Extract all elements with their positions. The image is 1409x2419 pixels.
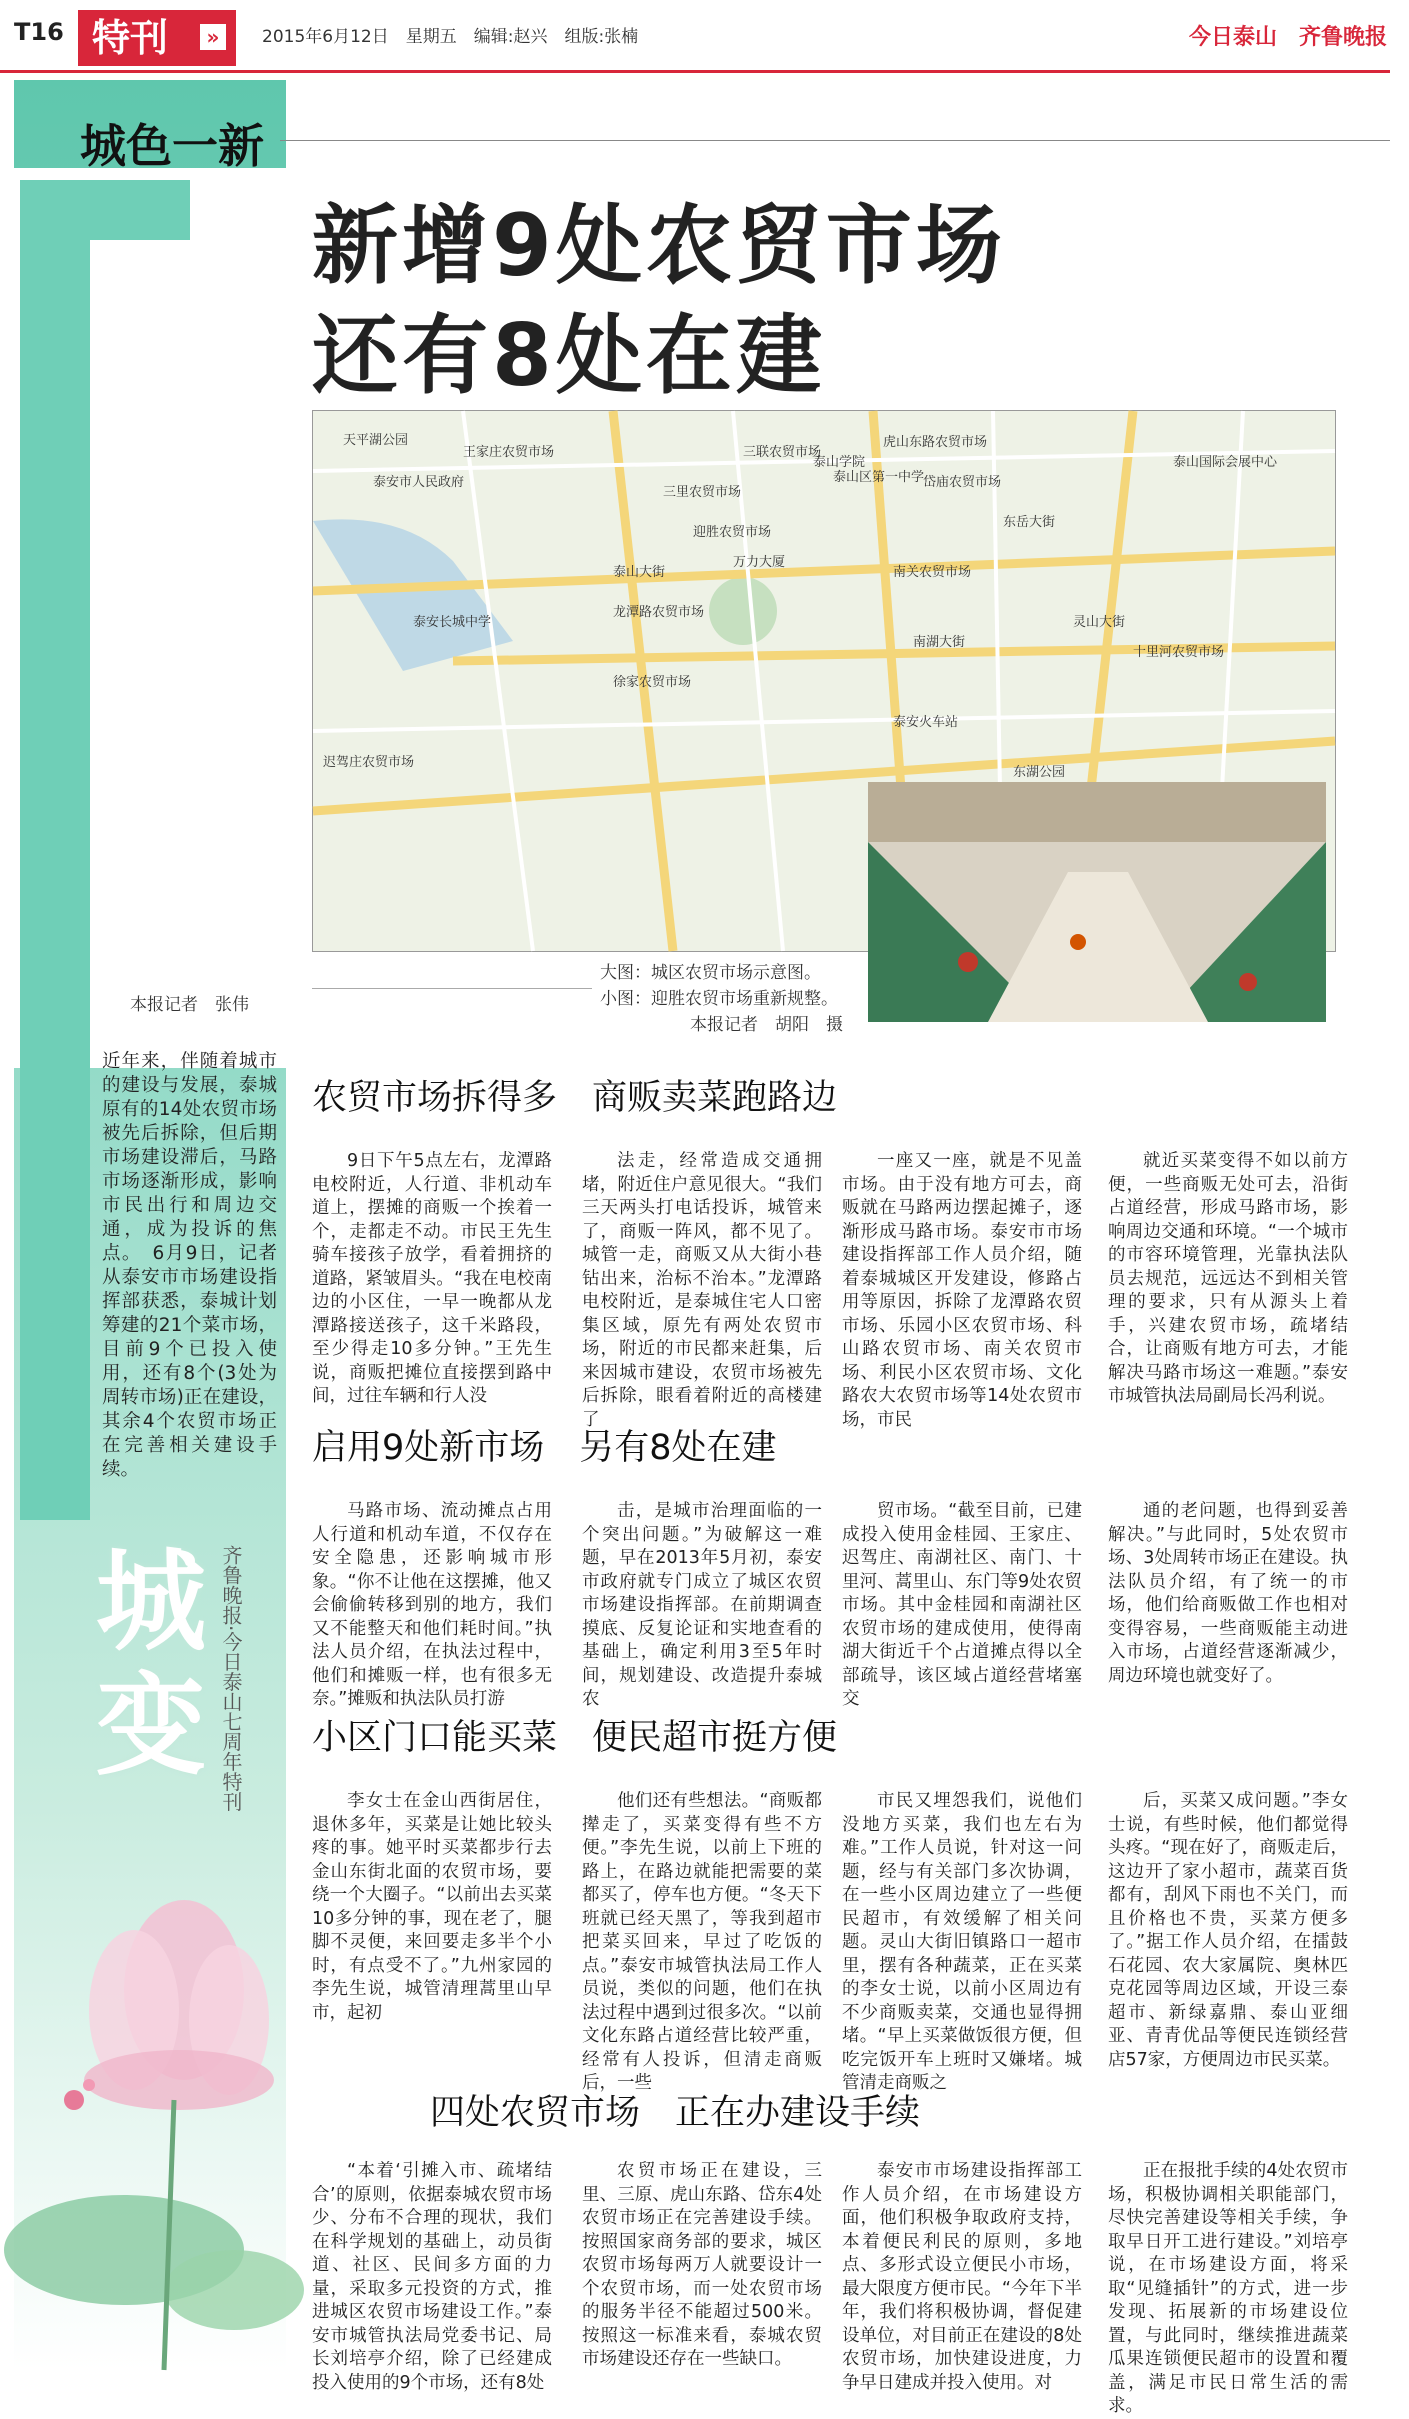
article-column: 后，买菜又成问题。”李女士说，有些时候，他们都觉得头疼。“现在好了，商贩走后，这边开了家小超市，蔬菜百货都有，刮风下雨也不关门，而且价格也不贵，买菜方便多了。”据工作人员介绍，在擂鼓石花园、农大家属院、奥林匹克花园等周边区域，开设三泰超市、新绿嘉鼎、泰山亚细亚、青青优品等便民连锁经营店57家，方便周边市民买菜。 — [1108, 1791, 1348, 2070]
tab-label: 特刊 — [92, 16, 169, 60]
caption-rule — [312, 988, 592, 989]
headline-line-2: 还有8处在建 — [312, 306, 826, 406]
section-rule — [280, 140, 1390, 141]
article-column: 李女士在金山西街居住，退休多年，买菜是让她比较头疼的事。她平时买菜都步行去金山东街北面的农贸市场，要绕一个大圈子。“以前出去买菜10多分钟的事，现在老了，腿脚不灵便，来回要走多半个小时，有点受不了。”九州家园的李先生说，城管清理蒿里山早市，起初 — [312, 1791, 552, 2023]
section-heading-4: 四处农贸市场 正在办建设手续 — [430, 2093, 921, 2133]
article-column: 就近买菜变得不如以前方便，一些商贩无处可去，沿街占道经营，形成马路市场，影响周边交通和环境。“一个城市的市容环境管理，光靠执法队员去规范，远远达不到相关管理的要求，只有从源头上着手，兴建农贸市场，疏堵结合，让商贩有地方可去，才能解决马路市场这一难题。”泰安市城管执法局副局长冯利说。 — [1108, 1151, 1348, 1406]
map-label: 泰山学院 — [813, 455, 866, 470]
section-heading-3: 小区门口能买菜 便民超市挺方便 — [312, 1718, 838, 1758]
masthead: 今日泰山 齐鲁晚报 — [1188, 25, 1387, 50]
map-label: 泰山区第一中学 — [833, 470, 925, 485]
map-label: 迟驾庄农贸市场 — [323, 755, 415, 770]
section-heading-1: 农贸市场拆得多 商贩卖菜跑路边 — [312, 1078, 838, 1118]
issue-info: 2015年6月12日 星期五 编辑:赵兴 组版:张楠 — [262, 27, 639, 47]
map-label: 东岳大街 — [1003, 515, 1056, 530]
market-photo — [868, 782, 1326, 1022]
photo-credit: 本报记者 胡阳 摄 — [690, 1015, 843, 1035]
article-column: 农贸市场正在建设，三里、三原、虎山东路、岱东4处农贸市场正在完善建设手续。按照国家商务部的要求，城区农贸市场每两万人就要设计一个农贸市场，而一处农贸市场的服务半径不能超过500米。按照这一标准来看，泰城农贸市场建设还存在一些缺口。 — [582, 2161, 822, 2369]
map-label: 天平湖公园 — [343, 433, 409, 448]
header-rule — [0, 70, 1390, 73]
section-title: 城色一新 — [80, 119, 264, 173]
article-column: 9日下午5点左右，龙潭路电校附近，人行道、非机动车道上，摆摊的商贩一个挨着一个，走都走不动。市民王先生骑车接孩子放学，看着拥挤的道路，紧皱眉头。“我在电校南边的小区住，一早一晚都从龙潭路接送孩子，这千米路段，至少得走10多分钟。”王先生说，商贩把摊位直接摆到路中间，过往车辆和行人没 — [312, 1151, 552, 1406]
double-arrow-icon: » — [200, 24, 226, 50]
article-column: 他们还有些想法。“商贩都撵走了，买菜变得有些不方便。”李先生说，以前上下班的路上，在路边就能把需要的菜都买了，停车也方便。“冬天下班就已经天黑了，等我到超市把菜买回来，早过了吃饭的点。”泰安市城管执法局工作人员说，类似的问题，他们在执法过程中遇到过很多次。“以前文化东路占道经营比较严重，经常有人投诉，但清走商贩后，一些 — [582, 1791, 822, 2093]
map-label: 泰山国际会展中心 — [1173, 455, 1278, 470]
page-number: T16 — [14, 18, 64, 46]
map-label: 南关农贸市场 — [893, 565, 972, 580]
map-label: 岱庙农贸市场 — [923, 475, 1002, 490]
article-column: 法走，经常造成交通拥堵，附近住户意见很大。“我们三天两头打电话投诉，城管来了，商贩一阵风，都不见了。城管一走，商贩又从大街小巷钻出来，治标不治本。”龙潭路电校附近，是泰城住宅人口密集区域，原先有两处农贸市场，附近的市民都来赶集，后来因城市建设，农贸市场被先后拆除，眼看着附近的高楼建了 — [582, 1151, 822, 1430]
headline-line-1: 新增9处农贸市场 — [312, 196, 1006, 296]
map-label: 三联农贸市场 — [743, 445, 822, 460]
article-column: 一座又一座，就是不见盖市场。由于没有地方可去，商贩就在马路两边摆起摊子，逐渐形成马路市场。泰安市市场建设指挥部工作人员介绍，随着泰城城区开发建设，修路占用等原因，拆除了龙潭路农贸市场、乐园小区农贸市场、科山路农贸市场、南关农贸市场、利民小区农贸市场、文化路农大农贸市场等14处农贸市场，市民 — [842, 1151, 1082, 1430]
map-label: 泰山大街 — [613, 565, 666, 580]
numeral-seven-top — [20, 180, 190, 240]
map-label: 王家庄农贸市场 — [463, 445, 555, 460]
map-label: 龙潭路农贸市场 — [613, 605, 705, 620]
map-label: 泰安火车站 — [893, 715, 959, 730]
reporter-byline: 本报记者 张伟 — [130, 995, 249, 1015]
map-label: 十里河农贸市场 — [1133, 645, 1225, 660]
special-issue-subtitle: 齐鲁晚报·今日泰山七周年特刊 — [219, 1545, 243, 1812]
article-column: 马路市场、流动摊点占用人行道和机动车道，不仅存在安全隐患，还影响城市形象。“你不让他在这摆摊，他又会偷偷转移到别的地方，我们又不能整天和他们耗时间。”执法人员介绍，在执法过程中，他们和摊贩一样，也有很多无奈。”摊贩和执法队员打游 — [312, 1501, 552, 1709]
caption-small: 小图：迎胜农贸市场重新规整。 — [600, 989, 838, 1009]
article-column: 通的老问题，也得到妥善解决。”与此同时，5处农贸市场、3处周转市场正在建设。执法队员介绍，有了统一的市场，他们给商贩做工作也相对变得容易，一些商贩能主动进入市场，占道经营逐渐减少，周边环境也就变好了。 — [1108, 1501, 1348, 1686]
lotus-illustration — [14, 1870, 294, 2370]
article-column: 正在报批手续的4处农贸市场，积极协调相关职能部门，尽快完善建设等相关手续，争取早日开工进行建设。”刘培亭说，在市场建设方面，将采取“见缝插针”的方式，进一步发现、拓展新的市场建设位置，与此同时，继续推进蔬菜瓜果连锁便民超市的设置和覆盖，满足市民日常生活的需求。 — [1108, 2161, 1348, 2416]
map-label: 南湖大街 — [913, 635, 966, 650]
lead-paragraph: 近年来，伴随着城市的建设与发展，泰城原有的14处农贸市场被先后拆除，但后期市场建设滞后，马路市场逐渐形成，影响市民出行和周边交通，成为投诉的焦点。 6月9日，记者从泰安市市场建设指挥部获悉，泰城计划筹建的21个菜市场，目前9个已投入使用，还有8个(3处为周转市场)正在建设，其余4个农贸市场正在完善相关建设手续。 — [102, 1051, 277, 1480]
article-column: 贸市场。“截至目前，已建成投入使用金桂园、王家庄、迟驾庄、南湖社区、南门、十里河、蒿里山、东门等9处农贸市场。其中金桂园和南湖社区农贸市场的建成使用，使得南湖大街近千个占道摊点得以全部疏导，该区域占道经营堵塞交 — [842, 1501, 1082, 1709]
map-label: 泰安市人民政府 — [373, 475, 465, 490]
map-label: 徐家农贸市场 — [613, 675, 692, 690]
map-label: 虎山东路农贸市场 — [883, 435, 988, 450]
section-tab — [78, 10, 236, 66]
map-label: 灵山大街 — [1073, 615, 1126, 630]
section-heading-2: 启用9处新市场 另有8处在建 — [312, 1428, 777, 1468]
special-issue-mark: 城变 — [96, 1537, 206, 1790]
article-column: 泰安市市场建设指挥部工作人员介绍，在市场建设方面，他们积极争取政府支持，本着便民利民的原则，多地点、多形式设立便民小市场，最大限度方便市民。“今年下半年，我们将积极协调，督促建设单位，对目前正在建设的8处农贸市场，加快建设进度，力争早日建成并投入使用。对 — [842, 2161, 1082, 2393]
article-column: 击，是城市治理面临的一个突出问题。”为破解这一难题，早在2013年5月初，泰安市政府就专门成立了城区农贸市场建设指挥部。在前期调查摸底、反复论证和实地查看的基础上，确定利用3至5年时间，规划建设、改造提升泰城农 — [582, 1501, 822, 1709]
map-label: 三里农贸市场 — [663, 485, 742, 500]
article-column: “本着‘引摊入市、疏堵结合’的原则，依据泰城农贸市场少、分布不合理的现状，我们在科学规划的基础上，动员街道、社区、民间多方面的力量，采取多元投资的方式，推进城区农贸市场建设工作。”泰安市城管执法局党委书记、局长刘培亭介绍，除了已经建成投入使用的9个市场，还有8处 — [312, 2161, 552, 2393]
map-label: 泰安长城中学 — [413, 615, 492, 630]
map-label: 东湖公园 — [1013, 765, 1066, 780]
caption-big: 大图：城区农贸市场示意图。 — [600, 963, 821, 983]
map-label: 万力大厦 — [733, 555, 786, 570]
numeral-seven-stem — [20, 180, 90, 1520]
article-column: 市民又埋怨我们，说他们没地方买菜，我们也左右为难。”工作人员说，针对这一问题，经与有关部门多次协调，在一些小区周边建立了一些便民超市，有效缓解了相关问题。灵山大街旧镇路口一超市里，摆有各种蔬菜，正在买菜的李女士说，以前小区周边有不少商贩卖菜，交通也显得拥堵。“早上买菜做饭很方便，但吃完饭开车上班时又嫌堵。城管清走商贩之 — [842, 1791, 1082, 2093]
map-label: 迎胜农贸市场 — [693, 525, 772, 540]
